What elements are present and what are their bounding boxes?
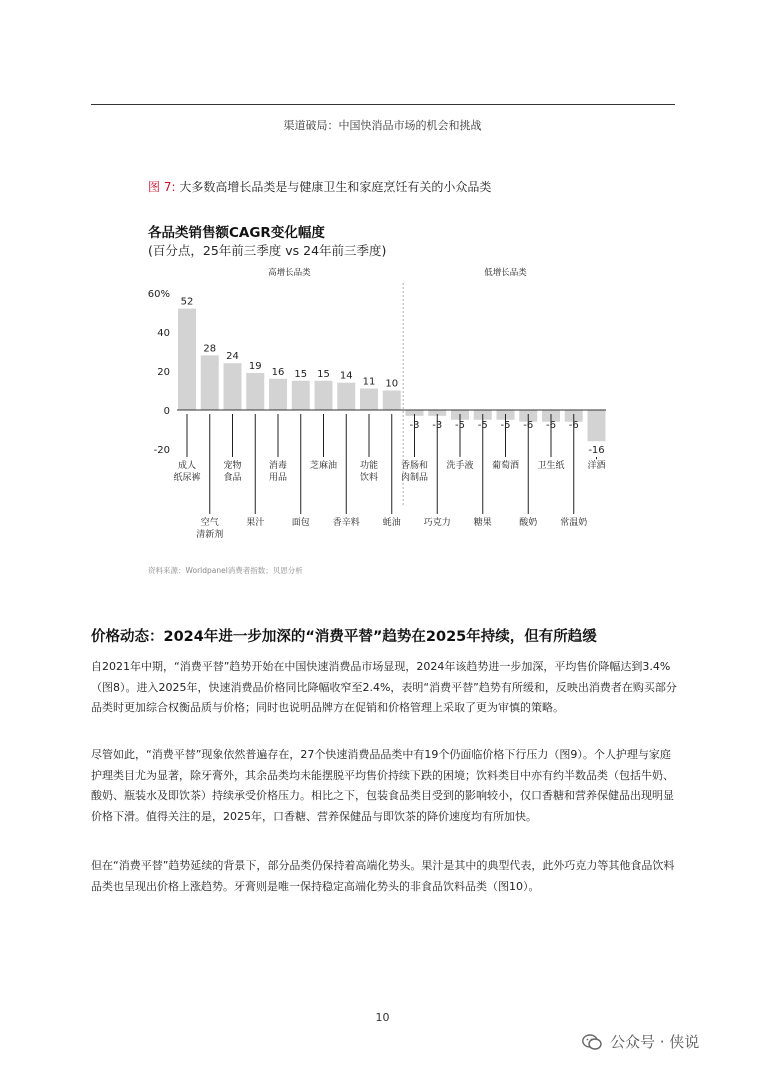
category-label: 面包 bbox=[291, 518, 310, 528]
bar-value-label: -6 bbox=[523, 420, 534, 431]
y-tick-label: 0 bbox=[163, 406, 170, 417]
category-label: 巧克力 bbox=[423, 518, 451, 528]
bar-value-label: 19 bbox=[248, 360, 262, 372]
chart-source: 资料来源：Worldpanel消费者指数；贝恩分析 bbox=[148, 566, 303, 575]
bar bbox=[588, 410, 606, 441]
bar bbox=[337, 383, 355, 410]
category-label: 酸奶 bbox=[519, 518, 538, 528]
category-label: 功能饮料 bbox=[359, 461, 379, 483]
page-number: 10 bbox=[375, 1011, 390, 1024]
bar bbox=[360, 389, 378, 410]
bar-value-label: -3 bbox=[409, 420, 420, 431]
bar bbox=[178, 309, 196, 410]
bar-value-label: -5 bbox=[455, 420, 465, 431]
bar-value-label: -6 bbox=[568, 420, 579, 431]
bar bbox=[383, 391, 401, 411]
y-tick-label: 40 bbox=[157, 328, 170, 339]
bar-value-label: 15 bbox=[294, 368, 308, 380]
y-tick-label: -20 bbox=[153, 445, 170, 456]
bar-value-label: 11 bbox=[362, 376, 376, 388]
paragraph-3: 但在“消费平替”趋势延续的背景下，部分品类仍保持着高端化势头。果汁是其中的典型代表，此外巧克力等其他食品饮料品类也呈现出价格上涨趋势。牙膏则是唯一保持稳定高端化势头的非食品饮料品类（图10）。 bbox=[91, 859, 675, 893]
bar-value-label: 15 bbox=[317, 368, 330, 380]
bar bbox=[201, 355, 219, 410]
figure-label: 图 7: bbox=[148, 180, 176, 194]
category-label: 空气清新剂 bbox=[196, 518, 224, 540]
watermark-text: 公众号 · 侠说 bbox=[610, 1033, 700, 1051]
bar bbox=[246, 373, 264, 410]
bar-value-label: 24 bbox=[226, 351, 239, 363]
y-tick-label: 60% bbox=[147, 289, 170, 300]
category-label: 洋酒 bbox=[587, 461, 606, 471]
paragraph-2: 尽管如此，“消费平替”现象依然普遍存在，27个快速消费品品类中有19个仍面临价格下行压力（图9）。个人护理与家庭护理类目尤为显著，除牙膏外，其余品类均未能摆脱平均售价持续下跌的困境；饮料类目中亦有约半数品类（包括牛奶、酸奶、瓶装水及即饮茶）持续承受价格压力。相比之下，包装食品类目受到的影响较小，仅口香糖和营养保健品出现明显价格下滑。值得关注的是，2025年，口香糖、营养保健品与即饮茶的降价速度均有所加快。 bbox=[91, 748, 674, 823]
bar bbox=[269, 379, 287, 410]
category-label: 葡萄酒 bbox=[491, 461, 520, 471]
wechat-icon bbox=[582, 1034, 602, 1050]
y-tick-label: 20 bbox=[157, 367, 170, 378]
chart-title: 各品类销售额CAGR变化幅度 bbox=[148, 225, 325, 241]
category-label: 香肠和肉制品 bbox=[400, 461, 429, 483]
bar bbox=[224, 363, 242, 410]
group-header-high: 高增长品类 bbox=[268, 268, 311, 278]
bar-value-label: -6 bbox=[546, 420, 556, 431]
category-label: 常温奶 bbox=[560, 518, 588, 528]
bar-value-label: -5 bbox=[500, 420, 511, 431]
category-label: 蚝油 bbox=[382, 518, 401, 528]
category-label: 成人纸尿裤 bbox=[173, 461, 201, 483]
bar-value-label: -3 bbox=[432, 420, 443, 431]
section-title: 价格动态：2024年进一步加深的“消费平替”趋势在2025年持续，但有所趋缓 bbox=[91, 629, 597, 645]
bar-value-label: 10 bbox=[385, 378, 399, 390]
chart-subtitle: (百分点，25年前三季度 vs 24年前三季度) bbox=[148, 243, 387, 258]
bar bbox=[292, 381, 310, 410]
category-label: 洗手液 bbox=[446, 461, 474, 471]
bar-value-label: 52 bbox=[180, 296, 194, 308]
paragraph-1: 自2021年中期，“消费平替”趋势开始在中国快速消费品市场显现，2024年该趋势进一步加深，平均售价降幅达到3.4%（图8）。进入2025年，快速消费品价格同比降幅收窄至2.4%，表明“消费平替”趋势有所缓和，反映出消费者在购买部分品类时更加综合权衡品质与价格；同时也说明品牌方在促销和价格管理上采取了更为审慎的策略。 bbox=[91, 660, 677, 714]
bar-value-label: 14 bbox=[339, 370, 353, 382]
category-label: 宠物食品 bbox=[223, 461, 242, 483]
category-label: 果汁 bbox=[246, 518, 265, 528]
bar-value-label: 16 bbox=[271, 366, 285, 378]
category-label: 糖果 bbox=[473, 518, 492, 528]
bar-value-label: -5 bbox=[477, 420, 488, 431]
category-label: 香辛料 bbox=[332, 518, 360, 528]
group-header-low: 低增长品类 bbox=[484, 268, 527, 278]
figure-caption-text: 大多数高增长品类是与健康卫生和家庭烹饪有关的小众品类 bbox=[179, 180, 492, 194]
bar-value-label: 28 bbox=[203, 343, 217, 355]
watermark bbox=[582, 1031, 699, 1052]
category-label: 芝麻油 bbox=[309, 461, 338, 471]
bar bbox=[315, 381, 333, 410]
bar-value-label: -16 bbox=[588, 445, 605, 457]
category-label: 卫生纸 bbox=[537, 461, 565, 471]
running-header: 渠道破局：中国快消品市场的机会和挑战 bbox=[283, 119, 482, 132]
category-label: 消毒用品 bbox=[268, 461, 288, 483]
